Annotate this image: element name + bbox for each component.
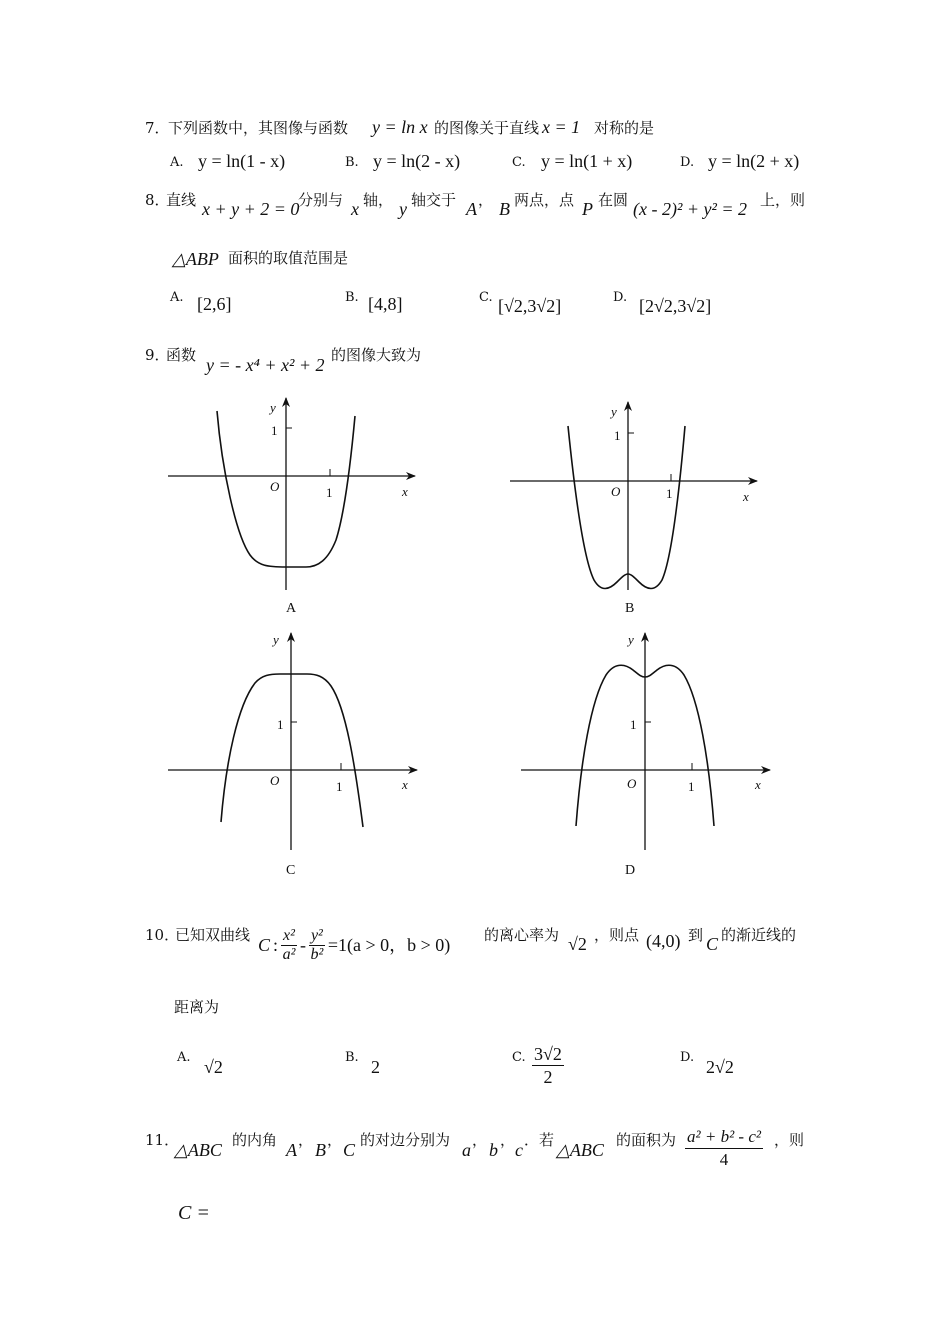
q10-option-c-den: 2 (543, 1067, 553, 1087)
q10-fraction-x (281, 927, 297, 964)
graph-a-x-label: x (402, 484, 408, 499)
q9-func: y = - x⁴ + x² + 2 (206, 355, 325, 375)
q10-point: (4,0) (646, 931, 681, 951)
graph-d (521, 632, 770, 878)
q8-text-5: 两点，点 (514, 191, 575, 209)
q10-fx-num: x² (283, 926, 295, 944)
q11-comma-4: ， (500, 1131, 516, 1149)
graph-c-y-label: y (273, 632, 279, 647)
q11-comma-3: ， (472, 1131, 488, 1149)
graph-c-origin: O (270, 773, 280, 788)
q7-stem-b: 的图像关于直线 (434, 119, 540, 137)
q10-option-c-letter: C. (512, 1050, 526, 1065)
graph-b-x-label: x (743, 489, 749, 504)
graph-b-caption: B (625, 601, 635, 616)
graph-d-origin: O (627, 776, 637, 791)
graph-a-x-tick: 1 (326, 485, 333, 500)
q8-line-eq: x + y + 2 = 0 (202, 199, 300, 219)
q10-eccentricity: √2 (568, 934, 587, 954)
q8-text-8: 面积的取值范围是 (228, 249, 349, 267)
q8-triangle: △ABP (172, 249, 219, 269)
q11-triangle: △ABC (174, 1140, 222, 1160)
q10-fy-den: b² (310, 945, 324, 963)
q11-angle-a: A (286, 1140, 297, 1160)
graph-b-x-tick: 1 (666, 486, 673, 501)
q11-side-b: b (489, 1140, 498, 1160)
q11-area-den: 4 (719, 1150, 729, 1169)
q10-text-4: 到 (688, 926, 704, 944)
q8-comma: ， (478, 191, 494, 209)
q8-option-a-letter: A. (170, 290, 184, 305)
q8-option-b-letter: B. (345, 290, 359, 305)
graph-c-x-tick: 1 (336, 779, 343, 794)
q8-circle-eq: (x - 2)² + y² = 2 (633, 199, 748, 219)
graph-b-y-tick: 1 (614, 428, 621, 443)
q11-angle-b: B (315, 1140, 326, 1160)
q7-option-a: y = ln(1 - x) (198, 151, 286, 171)
graph-c (168, 632, 417, 878)
q7-line: x = 1 (542, 117, 581, 137)
q11-text-5: ，则 (774, 1131, 805, 1149)
q11-side-a: a (462, 1140, 471, 1160)
graph-a-origin: O (270, 479, 280, 494)
q10-text-1: 已知双曲线 (175, 926, 251, 944)
q10-minus: - (299, 935, 306, 955)
q11-text-4: 的面积为 (616, 1131, 677, 1149)
q10-option-d: 2√2 (706, 1057, 734, 1077)
q10-fy-num: y² (310, 926, 323, 944)
q10-fx-den: a² (282, 945, 296, 963)
q10-option-a: √2 (204, 1057, 223, 1077)
q11-area-frac (685, 1126, 763, 1171)
graph-d-y-tick: 1 (630, 717, 637, 732)
q10-text-6: 距离为 (174, 998, 220, 1016)
graph-d-caption: D (625, 863, 636, 878)
q10-curve-name-2: C (706, 934, 719, 954)
q10-text-5: 的渐近线的 (721, 926, 797, 944)
q7-option-a-letter: A. (170, 155, 184, 170)
q10-text-2: 的离心率为 (484, 926, 560, 944)
q11-text-2: 的对边分别为 (360, 1131, 451, 1149)
q10-hyperbola (258, 920, 450, 970)
q10-option-a-letter: A. (177, 1050, 191, 1065)
q8-option-d: [2√2,3√2] (639, 296, 712, 316)
q7-option-b: y = ln(2 - x) (373, 151, 461, 171)
q10-option-d-letter: D. (680, 1050, 695, 1065)
q7-func: y = ln x (372, 117, 428, 137)
q8-option-b: [4,8] (368, 294, 403, 314)
q11-triangle-2: △ABC (556, 1140, 604, 1160)
q8-option-a: [2,6] (197, 294, 232, 314)
q11-number: 11． (145, 1131, 180, 1149)
q11-text-1: 的内角 (232, 1131, 278, 1149)
graph-b-y-label: y (611, 404, 617, 419)
q11-text-3: ．若 (524, 1131, 555, 1149)
graph-d-x-tick: 1 (688, 779, 695, 794)
q8-text-1: 直线 (166, 191, 197, 209)
q11-area (685, 1126, 763, 1171)
q7-option-c-letter: C. (512, 155, 526, 170)
q7-option-b-letter: B. (345, 155, 359, 170)
q9-number: 9． (145, 346, 170, 364)
q8-number: 8． (145, 191, 170, 209)
q9-text-2: 的图像大致为 (331, 346, 422, 364)
q8-text-4: 轴交于 (411, 191, 457, 209)
graph-b-curve (568, 426, 685, 589)
q10-colon: : (273, 935, 279, 955)
graph-a-caption: A (286, 601, 297, 616)
q11-area-num: a² + b² - c² (685, 1126, 763, 1149)
q8-text-6: 在圆 (598, 191, 629, 209)
q10-number: 10． (145, 926, 180, 944)
q10-curve-name: C (258, 935, 271, 955)
q8-option-c-letter: C. (479, 290, 493, 305)
graph-c-x-label: x (402, 777, 408, 792)
graph-d-x-label: x (755, 777, 761, 792)
graph-b-origin: O (611, 484, 621, 499)
q7-stem-c: 对称的是 (594, 119, 655, 137)
q10-option-c-frac (532, 1043, 564, 1088)
q10-option-b-letter: B. (345, 1050, 359, 1065)
q9-text-1: 函数 (166, 346, 197, 364)
q8-x: x (351, 199, 359, 219)
q8-option-d-letter: D. (613, 290, 628, 305)
q8-option-c: [√2,3√2] (498, 296, 562, 316)
q8-text-7: 上，则 (760, 191, 806, 209)
q11-side-c: c (515, 1140, 523, 1160)
graph-a-y-tick: 1 (271, 423, 278, 438)
q7-number: 7． (145, 119, 170, 137)
q10-option-c-num: 3√2 (534, 1044, 562, 1064)
graph-d-y-label: y (628, 632, 634, 647)
q8-text-2: 分别与 (298, 191, 344, 209)
graph-a-y-label: y (270, 400, 276, 415)
q8-point-b: B (499, 199, 510, 219)
q7-option-c: y = ln(1 + x) (541, 151, 633, 171)
q11-answer-prompt: C = (178, 1202, 210, 1224)
q11-comma-2: ， (327, 1131, 343, 1149)
q8-y: y (399, 199, 407, 219)
q11-angle-c: C (343, 1140, 356, 1160)
graph-c-curve (221, 674, 363, 827)
q7-option-d-letter: D. (680, 155, 695, 170)
q7-option-d: y = ln(2 + x) (708, 151, 800, 171)
q8-point-a: A (466, 199, 477, 219)
graph-a (168, 398, 415, 616)
graph-c-caption: C (286, 863, 296, 878)
graph-c-y-tick: 1 (277, 717, 284, 732)
q10-equation-rest: =1(a > 0，b > 0) (327, 935, 451, 955)
q10-text-3: ，则点 (594, 926, 640, 944)
q7-stem-a: 下列函数中，其图像与函数 (168, 119, 349, 137)
q10-option-b: 2 (371, 1057, 380, 1077)
q10-option-c (532, 1043, 564, 1088)
q8-text-3: 轴， (363, 191, 394, 209)
q8-point-p: P (582, 199, 593, 219)
q10-fraction-y (309, 927, 325, 964)
graph-b (510, 402, 757, 616)
q11-comma-1: ， (298, 1131, 314, 1149)
